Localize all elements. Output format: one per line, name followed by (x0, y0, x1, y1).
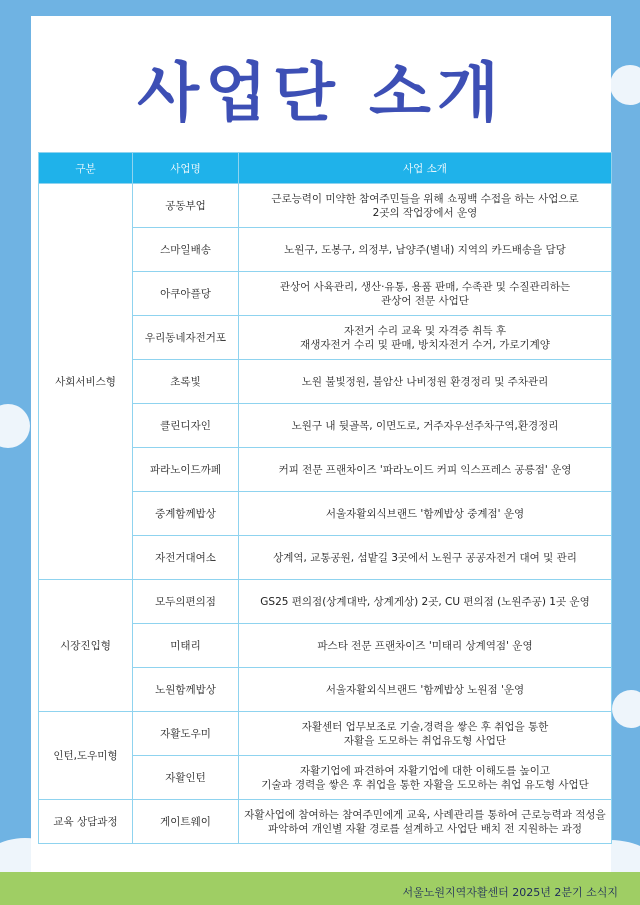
description-line: 자활을 도모하는 취업유도형 사업단 (343, 734, 507, 747)
description-line: 노원구 내 뒷골목, 이면도로, 거주자우선주차구역,환경정리 (291, 419, 559, 432)
description-cell (239, 404, 612, 448)
description-line: 자활센터 업무보조로 기술,경력을 쌓은 후 취업을 통한 (301, 720, 549, 733)
description-line: 관상어 사육관리, 생산·유통, 용품 판매, 수족관 및 수질관리하는 (279, 280, 571, 293)
category-cell: 교육 상담과정 (39, 800, 133, 844)
table-row (39, 580, 612, 624)
business-name-cell: 노원함께밥상 (133, 668, 239, 712)
header-category: 구분 (39, 153, 133, 184)
description-cell (239, 800, 612, 844)
page-title: 사업단 소개 (137, 57, 505, 131)
description-cell (239, 536, 612, 580)
description-cell (239, 580, 612, 624)
footer-caption: 서울노원지역자활센터 2025년 2분기 소식지 (402, 886, 618, 899)
description-line: 근로능력이 미약한 참여주민들을 위해 쇼핑백 수접을 하는 사업으로 (271, 192, 579, 205)
description-line: 재생자전거 수리 및 판매, 방치자전거 수거, 가로기계양 (300, 338, 550, 351)
category-cell: 인턴,도우미형 (39, 712, 133, 800)
business-name-cell: 자활도우미 (133, 712, 239, 756)
cloud-decoration (0, 404, 30, 448)
description-cell (239, 184, 612, 228)
table-row (39, 800, 612, 844)
description-cell (239, 668, 612, 712)
description-cell (239, 712, 612, 756)
business-name-cell: 클린디자인 (133, 404, 239, 448)
header-business-name: 사업명 (133, 153, 239, 184)
business-table (38, 152, 612, 844)
description-line: 관상어 전문 사업단 (381, 294, 469, 307)
description-line: 파스타 전문 프랜차이즈 '미태리 상계역점' 운영 (317, 639, 533, 652)
table-header-row (39, 153, 612, 184)
description-line: GS25 편의점(상계대박, 상계게상) 2곳, CU 편의점 (노원주공) 1곳 운영 (260, 595, 590, 608)
description-cell (239, 448, 612, 492)
description-cell (239, 316, 612, 360)
description-line: 파악하여 개인별 자활 경로를 설계하고 사업단 배치 전 지원하는 과정 (267, 822, 583, 835)
description-line: 기술과 경력을 쌓은 후 취업을 통한 자활을 도모하는 취업 유도형 사업단 (261, 778, 589, 791)
content-panel (31, 16, 611, 873)
description-line: 서울자활외식브랜드 '함께밥상 중계점' 운영 (325, 507, 525, 520)
description-line: 노원구, 도봉구, 의정부, 남양주(별내) 지역의 카드배송을 담당 (284, 243, 566, 256)
description-line: 서울자활외식브랜드 '함께밥상 노원점 '운영 (325, 683, 525, 696)
description-line: 커피 전문 프랜차이즈 '파라노이드 커피 익스프레스 공릉점' 운영 (278, 463, 572, 476)
cloud-decoration (612, 690, 640, 728)
description-cell (239, 624, 612, 668)
header-description: 사업 소개 (239, 153, 612, 184)
description-line: 노원 불빛정원, 불암산 나비정원 환경정리 및 주차관리 (301, 375, 549, 388)
description-cell (239, 272, 612, 316)
description-cell (239, 228, 612, 272)
description-cell (239, 360, 612, 404)
category-cell: 시장진입형 (39, 580, 133, 712)
business-name-cell: 자전거대여소 (133, 536, 239, 580)
business-name-cell: 모두의편의점 (133, 580, 239, 624)
description-cell (239, 756, 612, 800)
description-line: 자전거 수리 교육 및 자격증 취득 후 (343, 324, 507, 337)
description-line: 2곳의 작업장에서 운영 (372, 206, 478, 219)
business-name-cell: 우리동네자전거포 (133, 316, 239, 360)
business-name-cell: 자활인턴 (133, 756, 239, 800)
table-row (39, 184, 612, 228)
business-name-cell: 미태리 (133, 624, 239, 668)
business-name-cell: 중계함께밥상 (133, 492, 239, 536)
business-name-cell: 파라노이드까페 (133, 448, 239, 492)
cloud-decoration (610, 65, 640, 105)
category-cell: 사회서비스형 (39, 184, 133, 580)
description-line: 자활기업에 파견하여 자활기업에 대한 이해도를 높이고 (300, 764, 550, 777)
business-name-cell: 게이트웨이 (133, 800, 239, 844)
description-line: 자활사업에 참여하는 참여주민에게 교육, 사례관리를 통하여 근로능력과 적성을 (244, 808, 606, 821)
description-cell (239, 492, 612, 536)
business-name-cell: 스마일배송 (133, 228, 239, 272)
business-name-cell: 초록빛 (133, 360, 239, 404)
description-line: 상계역, 교통공원, 섬밭길 3곳에서 노원구 공공자전거 대여 및 관리 (273, 551, 577, 564)
business-name-cell: 아쿠아플당 (133, 272, 239, 316)
business-name-cell: 공동부업 (133, 184, 239, 228)
table-row (39, 712, 612, 756)
